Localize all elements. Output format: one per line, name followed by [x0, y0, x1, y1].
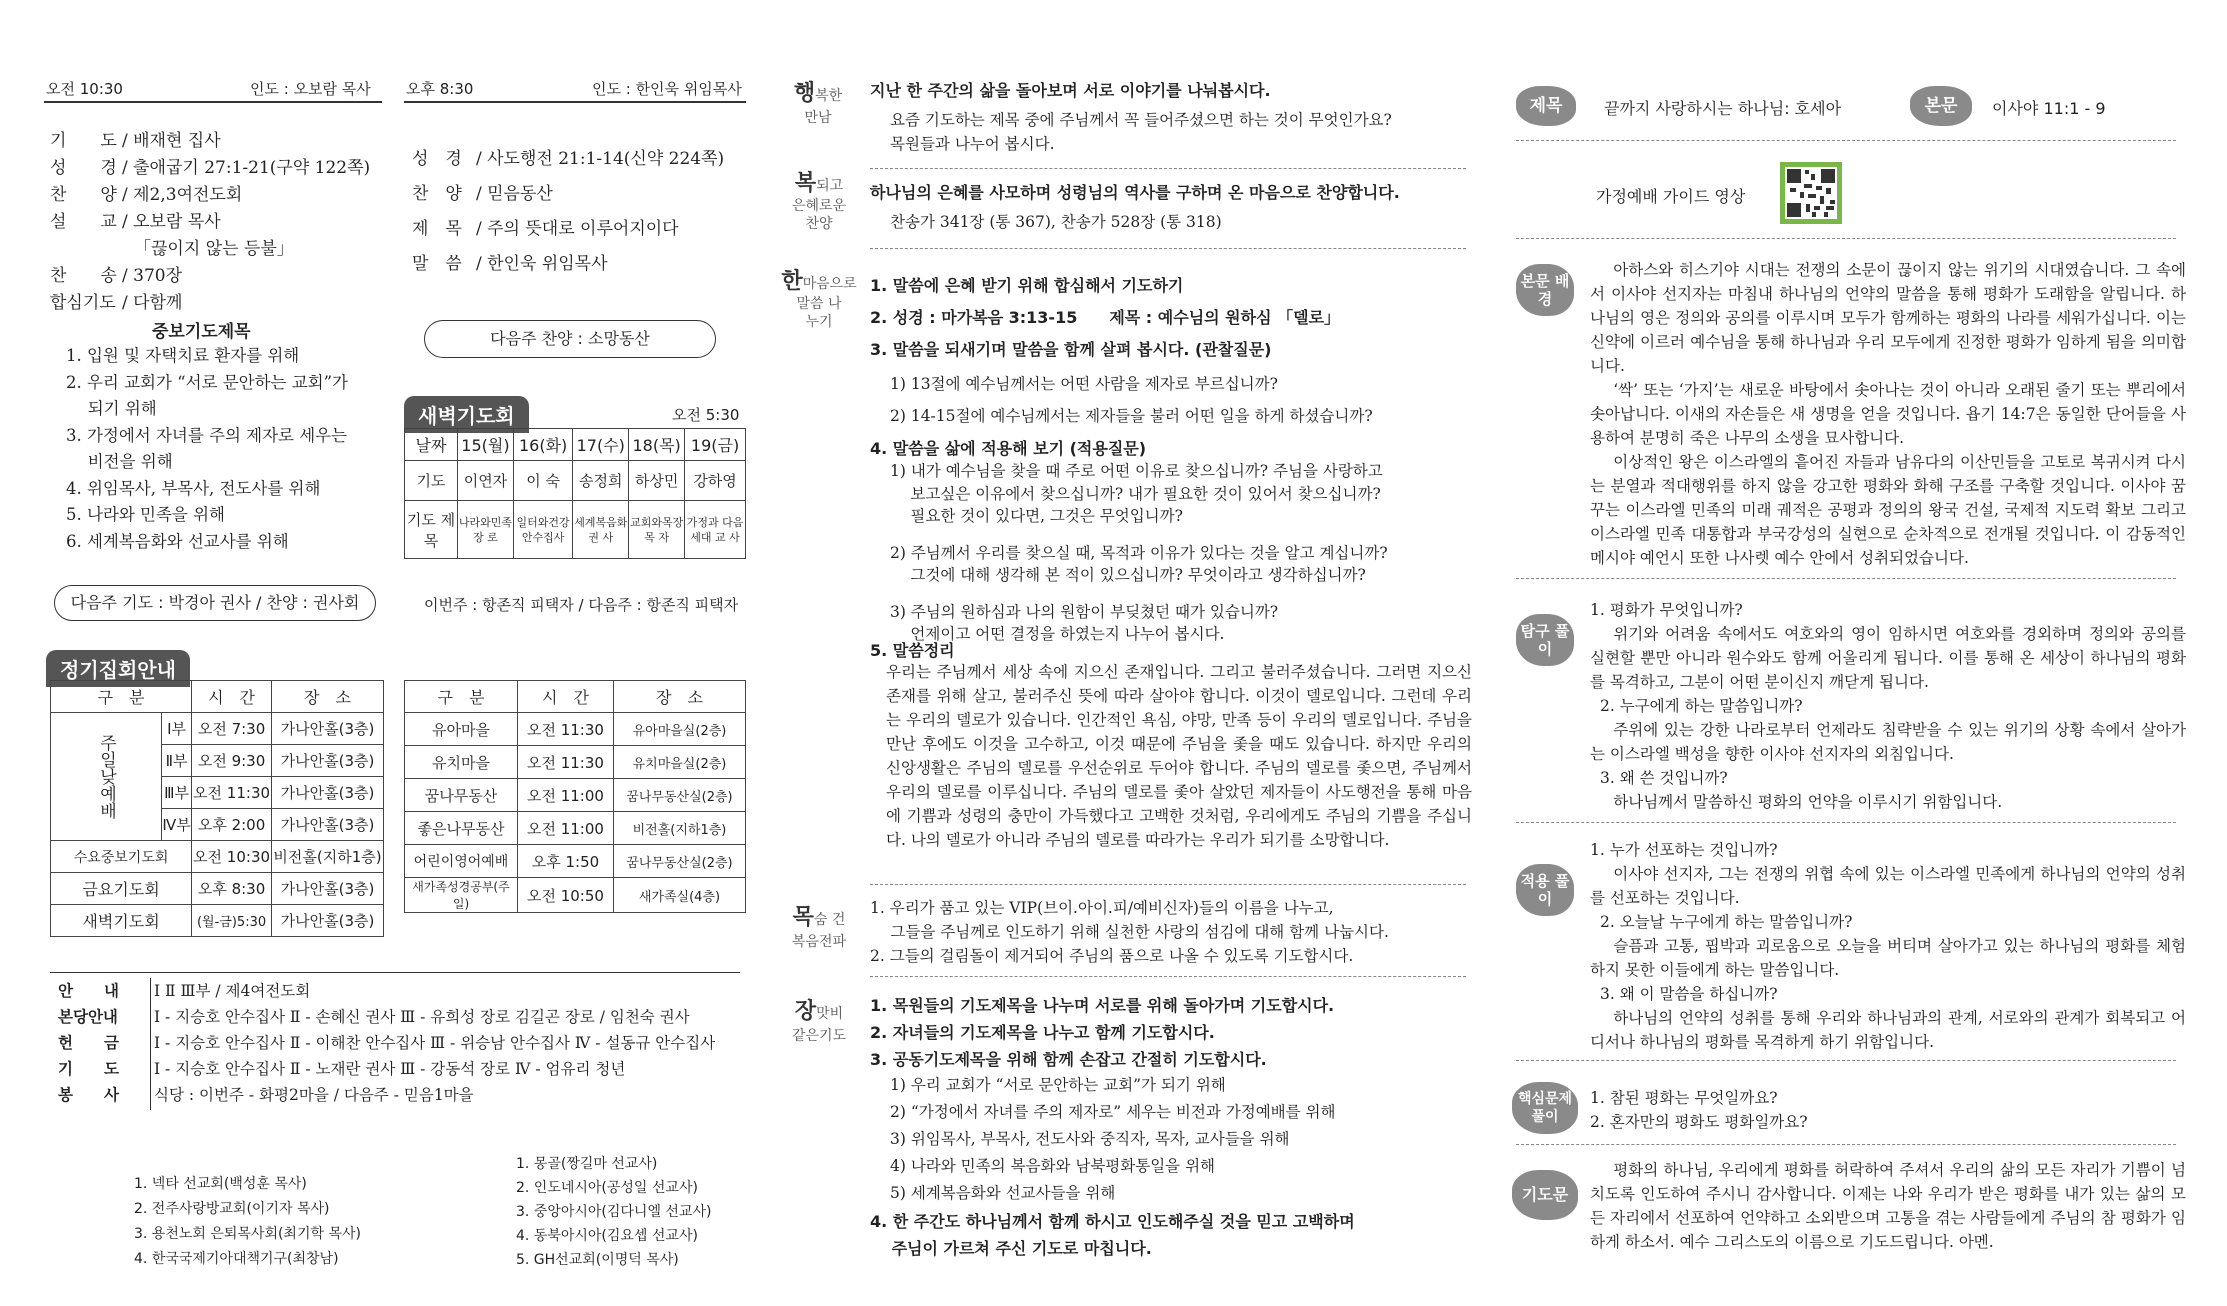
s3-questions: 1) 13절에 예수님께서는 어떤 사람을 제자로 부르십니까? 2) 14-15절에 예수님께서는 제자들을 불러 어떤 일을 하게 하셨습니까?: [890, 375, 1373, 425]
bg-label-badge: 본문 배경: [1516, 264, 1574, 316]
pm-order-row: 제 목 / 주의 뜻대로 이루어지이다: [412, 219, 679, 239]
dawn-footer: 이번주 : 항존직 피택자 / 다음주 : 항존직 피택자: [424, 596, 739, 614]
meeting-row: 유아마을 오전 11:30 유아마을실(2층): [405, 713, 746, 746]
s3-divider: [870, 884, 1466, 885]
prayer-item: 1. 입원 및 자택치료 환자를 위해: [66, 346, 300, 365]
meeting-header-row: 구 분 시 간 장 소: [51, 681, 384, 713]
meeting-table-right: [404, 680, 746, 913]
s3-apply-title: 4. 말씀을 삶에 적용해 보기 (적용질문): [870, 439, 1147, 458]
s5-end: 4. 한 주간도 하나님께서 함께 하시고 인도해주실 것을 믿고 고백하며 주님이 가르쳐 주신 기도로 마칩니다.: [870, 1212, 1355, 1258]
sermon-text: 이사야 11:1 - 9: [1992, 99, 2106, 118]
prayer-item: 4. 위임목사, 부목사, 전도사를 위해: [66, 478, 321, 498]
s3-summary: 우리는 주님께서 세상 속에 지으신 존재입니다. 그리고 불러주셨습니다. 그러면 지으신 존재를 위해 살고, 불러주신 뜻에 따라 살아야 합니다. 이것이 델로입니다. 그런데 우리는 우리의 델로가 있습니다. 인간적인 욕심, 야망, 만족 등이 우리의 델로입니다. 주님을 만난 후에도 이것을 고수하고, 이것 때문에 주님을 좇을 때도 있습니다. 하지만 우리의 신앙생활은 주님의 델로를 우선순위로 두어야 합니다. 주님의 델로를 좇으면, 주님께서 우리의 델로를 이루십니다. 주님의 델로를 좇아 살았던 제자들이 사도행전을 통해 마음에 기쁨과 성령의 충만이 가득했다고 고백한 것처럼, 우리에게도 주님의 기쁨을 주십니다. 나의 델로가 아니라 주님의 델로를 따라가는 우리가 되기를 소망합니다.: [886, 663, 1472, 849]
mission-item: 2. 전주사랑방교회(이기자 목사): [134, 1201, 330, 1217]
apply-label-badge: 적용 풀이: [1516, 864, 1574, 916]
meeting-row: 꿈나무동산 오전 11:00 꿈나무동산실(2층): [405, 779, 746, 812]
core-label-badge: 핵심문제 풀이: [1512, 1082, 1578, 1134]
mission-item: 5. GH선교회(이명덕 목사): [516, 1252, 679, 1268]
duty-row: 본당안내 Ⅰ - 지승호 안수집사 Ⅱ - 손혜신 권사 Ⅲ - 유희성 장로 김길곤 장로 / 임천숙 권사: [58, 1008, 690, 1026]
missions-a: [134, 1172, 361, 1272]
mission-item: 2. 인도네시아(공성일 선교사): [516, 1180, 698, 1196]
guide-label: 가정예배 가이드 영상: [1596, 187, 1746, 206]
am-order: [50, 128, 390, 317]
pm-order-row: 찬 양 / 믿음동산: [412, 184, 553, 204]
mission-item: 4. 한국국제기아대책기구(최창남): [134, 1251, 339, 1267]
core-text: 1. 참된 평화는 무엇일까요? 2. 혼자만의 평화도 평화일까요?: [1590, 1089, 1808, 1131]
meeting-row: Ⅱ부 오전 9:30 가나안홀(3층): [51, 745, 384, 777]
am-order-row: 「끊이지 않는 등불」: [134, 239, 294, 259]
am-order-row: 찬 양 / 제2,3여전도회: [50, 185, 243, 205]
am-order-row: 찬 송 / 370장: [50, 266, 183, 286]
dawn-time: 오전 5:30: [672, 406, 740, 424]
section-label-4: 목숨 건 복음전파: [791, 905, 847, 950]
meeting-row: 주일낮예배 Ⅰ부 오전 7:30 가나안홀(3층): [51, 713, 384, 745]
s2-title: 하나님의 은혜를 사모하며 성령님의 역사를 구하며 온 마음으로 찬양합니다.: [870, 183, 1400, 202]
section-label-5: 장맛비 같은기도: [791, 999, 847, 1044]
meeting-row: 유치마을 오전 11:30 유치마을실(2층): [405, 746, 746, 779]
s3-apply: 1) 내가 예수님을 찾을 때 주로 어떤 이유로 찾으십니까? 주님을 사랑하고 보고싶은 이유에서 찾으십니까? 내가 필요한 것이 있어서 찾으십니까? 필요한 것이 있다면, 그것은 무엇입니까? 2) 주님께서 우리를 찾으실 때, 목적과 이유가 있다는 것을 알고 계십니까? 그것에 대해 생각해 본 적이 있으십니까? 무엇이라고 생각하십니까? 3) 주님의 원하심과 나의 원함이 부딪쳤던 때가 있습니까? 언제이고 어떤 결정을 하였는지 나누어 봅시다.: [890, 462, 1388, 643]
mission-item: 1. 몽골(짱길마 선교사): [516, 1156, 658, 1172]
next-week-pm-pill: 다음주 찬양 : 소망동산: [424, 320, 716, 358]
meeting-row: 새벽기도회 (월-금)5:30 가나안홀(3층): [51, 905, 384, 937]
am-order-row: 기 도 / 배재현 집사: [50, 131, 221, 151]
next-week-am-pill: 다음주 기도 : 박경아 권사 / 찬양 : 권사회: [54, 585, 376, 621]
dawn-header-row: 날짜 15(월) 16(화) 17(수) 18(목) 19(금): [405, 429, 746, 461]
missions-b: [516, 1152, 711, 1272]
meeting-row: 어린이영어예배 오후 1:50 꿈나무동산실(2층): [405, 845, 746, 878]
s1-lines: 요즘 기도하는 제목 중에 주님께서 꼭 들어주셨으면 하는 것이 무엇인가요? 목원들과 나누어 봅시다.: [890, 111, 1392, 153]
pm-leader: 인도 : 한인욱 위임목사: [592, 80, 742, 98]
prayer-item: 2. 우리 교회가 “서로 문안하는 교회”가: [66, 372, 348, 392]
am-order-row: 설 교 / 오보람 목사: [50, 212, 221, 232]
dawn-table: [404, 428, 746, 559]
am-order-row: 성 경 / 출애굽기 27:1-21(구약 122쪽): [50, 158, 371, 178]
pm-time: 오후 8:30: [406, 80, 474, 98]
dawn-leader-row: 기도 이연자 이 숙 송정희 하상민 강하영: [405, 461, 746, 501]
duties-rule: [50, 972, 740, 973]
am-order-row: 합심기도 / 다함께: [50, 293, 183, 313]
prayer-title: 중보기도제목: [152, 322, 251, 342]
s1-title: 지난 한 주간의 삶을 돌아보며 서로 이야기를 나눠봅시다.: [870, 81, 1271, 100]
s3-summary-title: 5. 말씀정리: [870, 641, 955, 660]
meeting-header-row: 구 분 시 간 장 소: [405, 681, 746, 713]
meeting-row: 금요기도회 오후 8:30 가나안홀(3층): [51, 873, 384, 905]
s5-sub: 1) 우리 교회가 “서로 문안하는 교회”가 되기 위해 2) “가정에서 자녀를 주의 제자로” 세우는 비전과 가정예배를 위해 3) 위임목사, 부목사, 전도사와 중직자, 목자, 교사들을 위해 4) 나라와 민족의 복음화와 남북평화통일을 위해 5) 세계복음화와 선교사들을 위해: [890, 1076, 1336, 1202]
dawn-tag: 새벽기도회: [404, 396, 529, 433]
section-label-3: 한마음으로 말씀 나누기: [781, 269, 857, 330]
explore-divider: [1516, 822, 2176, 823]
pm-order-row: 성 경 / 사도행전 21:1-14(신약 224쪽): [412, 149, 725, 169]
s4-divider: [870, 976, 1466, 977]
sermon-title: 끝까지 사랑하시는 하나님: 호세아: [1604, 99, 1842, 118]
s2-line: 찬송가 341장 (통 367), 찬송가 528장 (통 318): [890, 213, 1222, 231]
meeting-tag: 정기집회안내: [46, 650, 190, 687]
prayer-label-badge: 기도문: [1512, 1170, 1578, 1220]
duties-divider: [150, 978, 151, 1110]
am-time: 오전 10:30: [46, 80, 123, 98]
bg-text: 아하스와 히스기야 시대는 전쟁의 소문이 끊이지 않는 위기의 시대였습니다. 그 속에서 이사야 선지자는 마침내 하나님의 언약의 말씀을 통해 평화가 도래함을 알립니다. 하나님의 영은 정의와 공의를 이루시며 모두가 함께하는 평화의 나라를 세워가십니다. 이는 신약에 이르러 예수님을 통해 하나님과 우리 모두에게 진정한 평화가 임하게 됨을 의미합니다. ‘싹’ 또는 ‘가지’는 새로운 바탕에서 솟아나는 것이 아니라 오래된 줄기 또는 뿌리에서 솟아납니다. 이새의 자손들은 새 생명을 얻을 것입니다. 욥기 14:7은 동일한 단어들을 사용하여 분명히 죽은 나무의 소생을 묘사합니다. 이상적인 왕은 이스라엘의 흩어진 자들과 남유다의 이산민들을 고토로 복귀시켜 다시는 분열과 적대행위를 하지 않을 강고한 평화와 화해 구조를 구축할 것입니다. 이사야 꿈꾸는 이스라엘 민족의 미래 궤적은 공평과 정의의 왕국 건설, 국제적 지도력 확보 그리고 이스라엘 민족 대통합과 부국강성의 실현으로 순차적으로 전개될 것입니다. 이 감동적인 메시야 예언시 또한 나사렛 예수 안에서 성취되었습니다.: [1590, 261, 2186, 567]
explore-text: 1. 평화가 무엇입니까? 위기와 어려움 속에서도 여호와의 영이 임하시면 여호와를 경외하며 정의와 공의를 실현할 뿐만 아니라 원수와도 함께 어울리게 됩니다. 이를 통해 온 세상이 하나님의 평화를 목격하고, 그분이 어떤 분이신지 깨닫게 됩니다. 2. 누구에게 하는 말씀입니까? 주위에 있는 강한 나라로부터 언제라도 침략받을 수 있는 위기의 상황 속에서 살아가는 이스라엘 백성을 향한 이사야 선지자의 외침입니다. 3. 왜 쓴 것입니까? 하나님께서 말씀하신 평화의 언약을 이루시기 위함입니다.: [1590, 601, 2186, 811]
prayer-item: 3. 가정에서 자녀를 주의 제자로 세우는: [66, 425, 348, 445]
meeting-row: Ⅳ부 오후 2:00 가나안홀(3층): [51, 809, 384, 841]
mission-item: 4. 동북아시아(김요셉 선교사): [516, 1228, 698, 1244]
apply-divider: [1516, 1060, 2176, 1061]
prayer-item: 5. 나라와 민족을 위해: [66, 505, 225, 524]
meeting-row: 새가족성경공부(주일) 오전 10:50 새가족실(4층): [405, 878, 746, 913]
section-label-2: 복되고 은혜로운 찬양: [791, 171, 847, 232]
meeting-row: 수요중보기도회 오전 10:30 비전홀(지하1층): [51, 841, 384, 873]
s4-lines: 1. 우리가 품고 있는 VIP(브이.아이.피/예비신자)들의 이름을 나누고, 그들을 주님께로 인도하기 위해 실천한 사랑의 섬김에 대해 함께 나눕시다. 2. 그들의 걸림돌이 제거되어 주님의 품으로 나올 수 있도록 기도합시다.: [870, 899, 1389, 965]
dawn-topic-row: 기도 제목 나라와민족 장 로 일터와건강 안수집사 세계복음화 권 사 교회와목장 목 자 가정과 다음세대 교 사: [405, 501, 746, 559]
prayer-item: 6. 세계복음화와 선교사를 위해: [66, 531, 289, 551]
prayer-text: 평화의 하나님, 우리에게 평화를 허락하여 주셔서 우리의 삶의 모든 자리가 기쁨이 넘치도록 인도하여 주시니 감사합니다. 이제는 나와 우리가 받은 평화를 내가 있는 삶의 모든 자리에서 선포하여 언약하고 소외받으며 고통을 겪는 사람들에게 주님의 참 평화가 임하게 하소서. 예수 그리스도의 이름으로 기도드립니다. 아멘.: [1590, 1161, 2186, 1251]
pm-order: [412, 142, 742, 282]
bg-divider: [1516, 578, 2176, 579]
mission-item: 3. 중앙아시아(김다니엘 선교사): [516, 1204, 712, 1220]
prayer-item: 되기 위해: [66, 399, 157, 418]
s1-divider: [870, 168, 1466, 169]
header-divider: [1516, 140, 2176, 141]
section-label-1: 행복한 만남: [793, 81, 843, 126]
duty-row: 헌 금 Ⅰ - 지승호 안수집사 Ⅱ - 이해찬 안수집사 Ⅲ - 위승남 안수집사 Ⅳ - 설동규 안수집사: [58, 1034, 716, 1052]
s3-items: 1. 말씀에 은혜 받기 위해 합심해서 기도하기 2. 성경 : 마가복음 3:13-15 제목 : 예수님의 원하심 「델로」 3. 말씀을 되새기며 말씀을 함께 살펴 봅시다. (관찰질문): [870, 276, 1341, 359]
title-label-badge: 제목: [1516, 86, 1576, 126]
am-leader: 인도 : 오보람 목사: [250, 80, 371, 98]
mission-item: 3. 용천노회 은퇴목사회(최기학 목사): [134, 1226, 361, 1242]
s5-lines: 1. 목원들의 기도제목을 나누며 서로를 위해 돌아가며 기도합시다. 2. 자녀들의 기도제목을 나누고 함께 기도합시다. 3. 공동기도제목을 위해 함께 손잡고 간절히 기도합시다.: [870, 996, 1335, 1069]
duty-row: 봉 사 식당 : 이번주 - 화평2마을 / 다음주 - 믿음1마을: [58, 1086, 474, 1104]
meeting-table-left: [50, 680, 384, 937]
s2-divider: [870, 248, 1466, 249]
core-divider: [1516, 1144, 2176, 1145]
duty-row: 기 도 Ⅰ - 지승호 안수집사 Ⅱ - 노재란 권사 Ⅲ - 강동석 장로 Ⅳ - 엄유리 청년: [58, 1060, 626, 1078]
text-label-badge: 본문: [1910, 86, 1972, 126]
pm-header-rule: [404, 101, 746, 103]
prayer-list: [66, 343, 386, 555]
am-header-rule: [44, 101, 382, 103]
duty-row: 안 내 Ⅰ Ⅱ Ⅲ부 / 제4여전도회: [58, 982, 311, 1000]
guide-divider: [1516, 238, 2176, 239]
explore-label-badge: 탐구 풀이: [1516, 614, 1574, 666]
apply-text: 1. 누가 선포하는 것입니까? 이사야 선지자, 그는 전쟁의 위협 속에 있는 이스라엘 민족에게 하나님의 언약의 성취를 선포하는 것입니다. 2. 오늘날 누구에게 하는 말씀입니까? 슬픔과 고통, 핍박과 괴로움으로 오늘을 버티며 살아가고 있는 하나님의 평화를 체험하지 못한 이들에게 하는 말씀입니다. 3. 왜 이 말씀을 하십니까? 하나님의 언약의 성취를 통해 우리와 하나님과의 관계, 서로와의 관계가 회복되고 어디서나 하나님의 평화를 목격하게 하기 위함입니다.: [1590, 841, 2186, 1051]
pm-order-row: 말 씀 / 한인욱 위임목사: [412, 254, 608, 274]
meeting-row: 좋은나무동산 오전 11:00 비전홀(지하1층): [405, 812, 746, 845]
duties: [58, 978, 748, 1108]
mission-item: 1. 넥타 선교회(백성훈 목사): [134, 1176, 307, 1192]
meeting-row: Ⅲ부 오전 11:30 가나안홀(3층): [51, 777, 384, 809]
prayer-item: 비전을 위해: [66, 452, 173, 471]
qr-code-icon[interactable]: [1780, 162, 1842, 224]
